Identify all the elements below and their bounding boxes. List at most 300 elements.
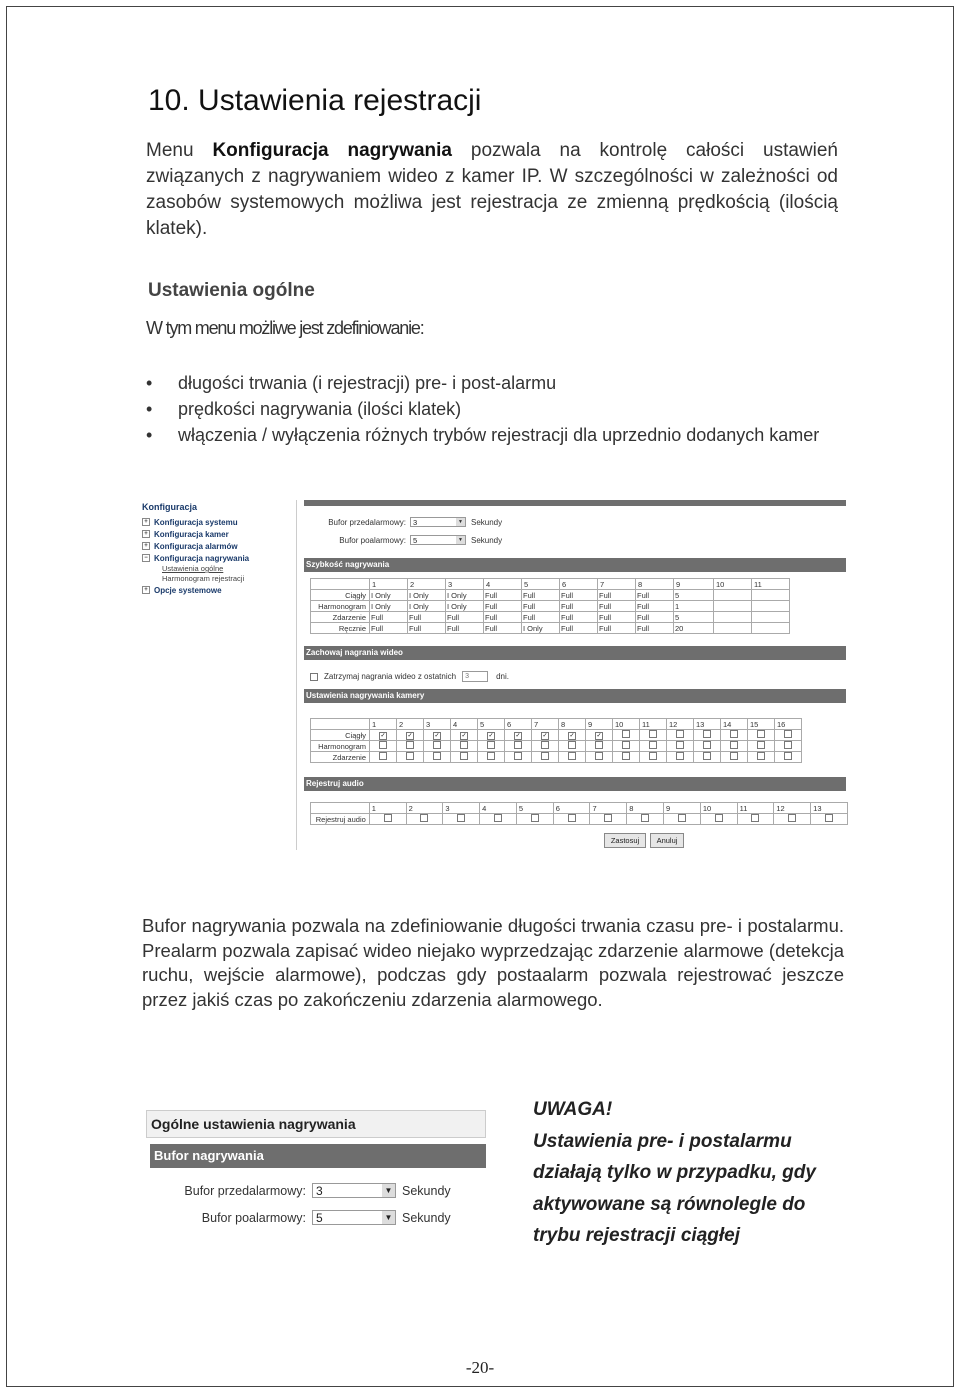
audio-checkbox[interactable]: [751, 814, 759, 822]
mode-checkbox[interactable]: [595, 741, 603, 749]
empty-cell: [752, 590, 790, 601]
mode-checkbox[interactable]: [460, 741, 468, 749]
nav-item-alarms[interactable]: [142, 540, 292, 552]
mode-checkbox[interactable]: [514, 741, 522, 749]
keep-bar: Zachowaj nagrania wideo: [304, 646, 846, 660]
config-nav: [142, 502, 292, 596]
description-paragraph: Bufor nagrywania pozwala na zdefiniowanie długości trwania czasu pre- i postalarmu. Prealarm pozwala zapisać wideo niejako wyprzedzając zdarzenie alarmowe (detekcja ruchu, wejście alarmowe), podczas gdy postaalarm pozwala rejestrować jeszcze przez jakiś czas po zakończeniu zdarzenia alarmowego.: [142, 915, 844, 1010]
speed-cell[interactable]: Full: [484, 623, 522, 634]
mode-cell: [532, 730, 559, 741]
audio-bar: Rejestruj audio: [304, 777, 846, 791]
intro-prefix: Menu: [146, 140, 213, 161]
mode-cell: [478, 741, 505, 752]
mode-cell: [667, 741, 694, 752]
col-header: 6: [553, 803, 590, 814]
mode-checkbox[interactable]: [784, 730, 792, 738]
col-header: 12: [667, 719, 694, 730]
keep-checkbox[interactable]: [310, 673, 318, 681]
speed-cell[interactable]: I Only: [370, 601, 408, 612]
page-number: -20-: [465, 1358, 495, 1377]
table-row: [311, 741, 802, 752]
collapse-icon: −: [142, 554, 150, 562]
col-header: 4: [451, 719, 478, 730]
mode-cell: [613, 741, 640, 752]
row-label: Zdarzenie: [311, 612, 370, 623]
col-header: 7: [598, 579, 636, 590]
col-header: 2: [408, 579, 446, 590]
camera-bar: Ustawienia nagrywania kamery: [304, 689, 846, 703]
keep-unit: dni.: [496, 672, 509, 681]
speed-cell[interactable]: I Only: [408, 601, 446, 612]
mode-checkbox[interactable]: [622, 752, 630, 760]
audio-cell: [737, 814, 774, 825]
corner-cell: [311, 579, 370, 590]
audio-checkbox[interactable]: [715, 814, 723, 822]
nav-title[interactable]: Konfiguracja: [142, 502, 198, 512]
col-header: 3: [443, 803, 480, 814]
mode-cell: [505, 752, 532, 763]
table-row: [311, 601, 790, 612]
mode-cell: [613, 730, 640, 741]
nav-item-system[interactable]: [142, 516, 292, 528]
col-header: 10: [613, 719, 640, 730]
mode-checkbox[interactable]: [676, 741, 684, 749]
pre-buffer-label: Bufor przedalarmowy:: [328, 518, 406, 527]
col-header: 12: [774, 803, 811, 814]
speed-cell[interactable]: Full: [522, 601, 560, 612]
corner-cell: [311, 719, 370, 730]
mode-checkbox[interactable]: [622, 730, 630, 738]
col-header: 11: [737, 803, 774, 814]
mode-checkbox[interactable]: [703, 752, 711, 760]
speed-cell[interactable]: I Only: [446, 601, 484, 612]
audio-cell: [664, 814, 701, 825]
col-header: 11: [752, 579, 790, 590]
mode-cell: [451, 741, 478, 752]
col-header: 5: [478, 719, 505, 730]
mode-checkbox[interactable]: ✓: [407, 733, 413, 739]
nav-item-options[interactable]: [142, 584, 292, 596]
chevron-down-icon: ▼: [382, 1211, 395, 1224]
mode-checkbox[interactable]: [568, 752, 576, 760]
col-header: 1: [370, 719, 397, 730]
empty-cell: [752, 612, 790, 623]
audio-checkbox[interactable]: [494, 814, 502, 822]
mode-checkbox[interactable]: [703, 741, 711, 749]
col-header: 15: [748, 719, 775, 730]
mode-cell: [397, 741, 424, 752]
nav-item-label: Konfiguracja nagrywania: [154, 553, 250, 563]
mode-checkbox[interactable]: [541, 752, 549, 760]
col-header: 5: [516, 803, 553, 814]
speed-cell[interactable]: 5: [674, 612, 714, 623]
camera-table: [310, 718, 802, 763]
col-header: 3: [446, 579, 484, 590]
table-row: [311, 623, 790, 634]
speed-cell[interactable]: Full: [446, 612, 484, 623]
mode-checkbox[interactable]: [649, 741, 657, 749]
col-header: 10: [714, 579, 752, 590]
speed-cell[interactable]: Full: [636, 601, 674, 612]
speed-cell[interactable]: 1: [674, 601, 714, 612]
select-value: 3: [316, 1184, 323, 1198]
list-item: • długości trwania (i rejestracji) pre- i post-alarmu: [146, 370, 838, 396]
mode-cell: [532, 752, 559, 763]
col-header: 2: [406, 803, 443, 814]
mode-cell: [694, 730, 721, 741]
col-header: 7: [590, 803, 627, 814]
expand-icon: +: [142, 518, 150, 526]
mode-cell: [721, 741, 748, 752]
mode-cell: [748, 752, 775, 763]
audio-checkbox[interactable]: [641, 814, 649, 822]
mode-cell: [775, 730, 802, 741]
pre-buffer-select[interactable]: [410, 517, 466, 527]
mode-checkbox[interactable]: [676, 752, 684, 760]
mode-cell: [505, 730, 532, 741]
nav-item-label: Konfiguracja kamer: [154, 529, 229, 539]
col-header: 6: [505, 719, 532, 730]
mode-checkbox[interactable]: [730, 741, 738, 749]
table-row: [311, 612, 790, 623]
keep-row: [310, 671, 509, 682]
audio-cell: [627, 814, 664, 825]
warning-line: aktywowane są równolegle do: [533, 1193, 806, 1215]
speed-cell[interactable]: Full: [598, 623, 636, 634]
col-header: 6: [560, 579, 598, 590]
intro-paragraph: [146, 138, 838, 242]
speed-cell[interactable]: Full: [636, 612, 674, 623]
nav-sub-schedule[interactable]: Harmonogram rejestracji: [162, 574, 245, 583]
col-header: 1: [370, 579, 408, 590]
mode-cell: [748, 730, 775, 741]
col-header: 4: [484, 579, 522, 590]
panel-post-label: Bufor poalarmowy:: [201, 1211, 306, 1225]
col-header: 13: [811, 803, 848, 814]
row-label: Ciągły: [311, 590, 370, 601]
mode-checkbox[interactable]: [379, 741, 387, 749]
audio-cell: [590, 814, 627, 825]
speed-cell[interactable]: I Only: [408, 590, 446, 601]
col-header: 5: [522, 579, 560, 590]
mode-cell: [424, 752, 451, 763]
nav-item-cameras[interactable]: [142, 528, 292, 540]
empty-cell: [714, 623, 752, 634]
col-header: 1: [369, 803, 406, 814]
mode-checkbox[interactable]: [703, 730, 711, 738]
mode-checkbox[interactable]: ✓: [488, 733, 494, 739]
mode-checkbox[interactable]: [649, 730, 657, 738]
col-header: 9: [586, 719, 613, 730]
empty-cell: [714, 590, 752, 601]
audio-cell: [774, 814, 811, 825]
select-value: 5: [316, 1211, 323, 1225]
mode-checkbox[interactable]: ✓: [569, 733, 575, 739]
col-header: 7: [532, 719, 559, 730]
chevron-down-icon: ▼: [456, 518, 465, 526]
speed-cell[interactable]: I Only: [370, 590, 408, 601]
col-header: 4: [480, 803, 517, 814]
nav-item-label: Konfiguracja alarmów: [154, 541, 238, 551]
speed-cell[interactable]: 5: [674, 590, 714, 601]
mode-cell: [451, 752, 478, 763]
warning-line: trybu rejestracji ciągłej: [533, 1225, 740, 1246]
col-header: 11: [640, 719, 667, 730]
mode-cell: [586, 730, 613, 741]
keep-label: Zatrzymaj nagrania wideo z ostatnich: [324, 672, 457, 681]
mode-cell: [640, 730, 667, 741]
post-buffer-unit: Sekundy: [471, 536, 503, 545]
speed-cell[interactable]: I Only: [446, 590, 484, 601]
mode-checkbox[interactable]: [649, 752, 657, 760]
list-item: • włączenia / wyłączenia różnych trybów rejestracji dla uprzednio dodanych kamer: [146, 422, 838, 448]
mode-cell: [559, 741, 586, 752]
speed-cell[interactable]: Full: [484, 612, 522, 623]
speed-cell[interactable]: Full: [408, 612, 446, 623]
row-label: Harmonogram: [311, 741, 370, 752]
buffer-panel-screenshot: [146, 1110, 486, 1240]
mode-checkbox[interactable]: [541, 741, 549, 749]
chevron-down-icon: ▼: [382, 1184, 395, 1197]
mode-checkbox[interactable]: [757, 752, 765, 760]
panel-pre-select[interactable]: [312, 1183, 396, 1198]
mode-checkbox[interactable]: ✓: [461, 733, 467, 739]
mode-checkbox[interactable]: [676, 730, 684, 738]
list-item: • prędkości nagrywania (ilości klatek): [146, 396, 838, 422]
mode-cell: [397, 752, 424, 763]
audio-cell: [406, 814, 443, 825]
speed-cell[interactable]: Full: [484, 590, 522, 601]
row-label: Harmonogram: [311, 601, 370, 612]
mode-checkbox[interactable]: [487, 741, 495, 749]
col-header: 8: [627, 803, 664, 814]
audio-checkbox[interactable]: [457, 814, 465, 822]
mode-cell: [694, 741, 721, 752]
speed-cell[interactable]: Full: [522, 612, 560, 623]
mode-checkbox[interactable]: ✓: [542, 733, 548, 739]
audio-checkbox[interactable]: [531, 814, 539, 822]
col-header: 10: [700, 803, 737, 814]
speed-cell[interactable]: Full: [560, 590, 598, 601]
mode-cell: [478, 752, 505, 763]
speed-cell[interactable]: 20: [674, 623, 714, 634]
feature-list: [146, 370, 838, 448]
row-label: Zdarzenie: [311, 752, 370, 763]
mode-checkbox[interactable]: ✓: [515, 733, 521, 739]
mode-cell: [370, 741, 397, 752]
mode-cell: [559, 752, 586, 763]
panel-bar: Bufor nagrywania: [150, 1144, 486, 1168]
audio-checkbox[interactable]: [825, 814, 833, 822]
empty-cell: [714, 601, 752, 612]
page-title: 10. Ustawienia rejestracji: [148, 84, 482, 117]
general-intro: W tym menu możliwe jest zdefiniowanie:: [146, 318, 424, 338]
mode-checkbox[interactable]: [757, 730, 765, 738]
select-value: 3: [413, 518, 418, 527]
speed-cell[interactable]: Full: [598, 601, 636, 612]
audio-table: [310, 802, 848, 825]
keep-days-input[interactable]: 3: [462, 671, 488, 682]
mode-cell: [424, 741, 451, 752]
warning-line: Ustawienia pre- i postalarmu: [533, 1130, 792, 1152]
speed-cell[interactable]: Full: [636, 623, 674, 634]
empty-cell: [714, 612, 752, 623]
speed-bar: Szybkość nagrywania: [304, 558, 846, 572]
panel-post-unit: Sekundy: [402, 1211, 451, 1225]
buffer-bar: [304, 500, 846, 506]
mode-cell: [451, 730, 478, 741]
post-buffer-label: Bufor poalarmowy:: [339, 536, 406, 545]
post-buffer-select[interactable]: [410, 535, 466, 545]
intro-suffix: pozwala na kontrolę całości ustawień związanych z nagrywaniem wideo z kamer IP. W szczególności w zależności od zasobów systemowych możliwa jest rejestracja ze zmienną prędkością (ilością klatek).: [146, 140, 838, 239]
audio-cell: [811, 814, 848, 825]
apply-button[interactable]: Zastosuj: [604, 833, 646, 848]
general-heading: Ustawienia ogólne: [148, 280, 315, 301]
mode-cell: [532, 741, 559, 752]
mode-checkbox[interactable]: ✓: [380, 733, 386, 739]
divider: [296, 500, 297, 850]
corner-cell: [311, 803, 370, 814]
mode-checkbox[interactable]: [379, 752, 387, 760]
mode-cell: [748, 741, 775, 752]
mode-checkbox[interactable]: [568, 741, 576, 749]
nav-item-label: Opcje systemowe: [154, 585, 222, 595]
mode-cell: [370, 752, 397, 763]
col-header: 3: [424, 719, 451, 730]
audio-cell: [700, 814, 737, 825]
audio-cell: [369, 814, 406, 825]
mode-cell: [370, 730, 397, 741]
speed-cell[interactable]: Full: [370, 623, 408, 634]
config-screenshot: [138, 496, 848, 852]
table-row: [311, 590, 790, 601]
mode-checkbox[interactable]: ✓: [434, 733, 440, 739]
audio-cell: [553, 814, 590, 825]
col-header: 9: [674, 579, 714, 590]
mode-cell: [721, 752, 748, 763]
speed-cell[interactable]: I Only: [522, 623, 560, 634]
speed-cell[interactable]: Full: [598, 612, 636, 623]
speed-cell[interactable]: Full: [598, 590, 636, 601]
mode-cell: [667, 730, 694, 741]
mode-cell: [775, 752, 802, 763]
intro-bold: Konfiguracja nagrywania: [212, 140, 452, 161]
speed-cell[interactable]: Full: [408, 623, 446, 634]
mode-cell: [640, 741, 667, 752]
col-header: 8: [636, 579, 674, 590]
empty-cell: [752, 601, 790, 612]
mode-checkbox[interactable]: [757, 741, 765, 749]
mode-cell: [775, 741, 802, 752]
audio-checkbox[interactable]: [420, 814, 428, 822]
col-header: 9: [664, 803, 701, 814]
mode-cell: [613, 752, 640, 763]
table-row: [311, 752, 802, 763]
speed-cell[interactable]: Full: [560, 623, 598, 634]
speed-cell[interactable]: Full: [560, 601, 598, 612]
empty-cell: [752, 623, 790, 634]
mode-checkbox[interactable]: [487, 752, 495, 760]
cancel-button[interactable]: Anuluj: [650, 833, 684, 848]
speed-cell[interactable]: Full: [636, 590, 674, 601]
audio-checkbox[interactable]: [788, 814, 796, 822]
mode-cell: [505, 741, 532, 752]
mode-checkbox[interactable]: [730, 752, 738, 760]
panel-pre-label: Bufor przedalarmowy:: [184, 1184, 306, 1198]
mode-checkbox[interactable]: [730, 730, 738, 738]
expand-icon: +: [142, 530, 150, 538]
mode-checkbox[interactable]: [433, 741, 441, 749]
select-value: 5: [413, 536, 418, 545]
audio-checkbox[interactable]: [678, 814, 686, 822]
audio-checkbox[interactable]: [568, 814, 576, 822]
table-row: [311, 814, 848, 825]
chevron-down-icon: ▼: [456, 536, 465, 544]
mode-checkbox[interactable]: [433, 752, 441, 760]
mode-cell: [667, 752, 694, 763]
speed-cell[interactable]: Full: [522, 590, 560, 601]
col-header: 16: [775, 719, 802, 730]
mode-cell: [721, 730, 748, 741]
audio-checkbox[interactable]: [604, 814, 612, 822]
mode-checkbox[interactable]: [514, 752, 522, 760]
speed-cell[interactable]: Full: [370, 612, 408, 623]
audio-cell: [516, 814, 553, 825]
speed-cell[interactable]: Full: [560, 612, 598, 623]
table-row: [311, 730, 802, 741]
mode-checkbox[interactable]: [460, 752, 468, 760]
speed-table: [310, 578, 790, 634]
mode-cell: [397, 730, 424, 741]
mode-cell: [559, 730, 586, 741]
nav-item-recording[interactable]: [142, 552, 292, 564]
expand-icon: +: [142, 542, 150, 550]
mode-cell: [586, 741, 613, 752]
mode-cell: [640, 752, 667, 763]
speed-cell[interactable]: Full: [446, 623, 484, 634]
nav-sub-general[interactable]: Ustawienia ogólne: [162, 564, 224, 573]
col-header: 2: [397, 719, 424, 730]
mode-checkbox[interactable]: [406, 752, 414, 760]
mode-checkbox[interactable]: [595, 752, 603, 760]
col-header: 8: [559, 719, 586, 730]
warning-note: [533, 1094, 816, 1252]
pre-buffer-unit: Sekundy: [471, 518, 503, 527]
col-header: 13: [694, 719, 721, 730]
row-label: Rejestruj audio: [311, 814, 370, 825]
audio-cell: [480, 814, 517, 825]
warning-line: działają tylko w przypadku, gdy: [533, 1162, 816, 1183]
warning-title: UWAGA!: [533, 1099, 613, 1120]
mode-checkbox[interactable]: [622, 741, 630, 749]
panel-post-select[interactable]: [312, 1210, 396, 1225]
mode-checkbox[interactable]: [406, 741, 414, 749]
mode-cell: [694, 752, 721, 763]
mode-checkbox[interactable]: [784, 752, 792, 760]
mode-checkbox[interactable]: [784, 741, 792, 749]
expand-icon: +: [142, 586, 150, 594]
mode-checkbox[interactable]: ✓: [596, 733, 602, 739]
mode-cell: [586, 752, 613, 763]
mode-cell: [478, 730, 505, 741]
speed-cell[interactable]: Full: [484, 601, 522, 612]
panel-pre-unit: Sekundy: [402, 1184, 451, 1198]
mode-cell: [424, 730, 451, 741]
audio-checkbox[interactable]: [384, 814, 392, 822]
col-header: 14: [721, 719, 748, 730]
audio-cell: [443, 814, 480, 825]
nav-item-label: Konfiguracja systemu: [154, 517, 238, 527]
